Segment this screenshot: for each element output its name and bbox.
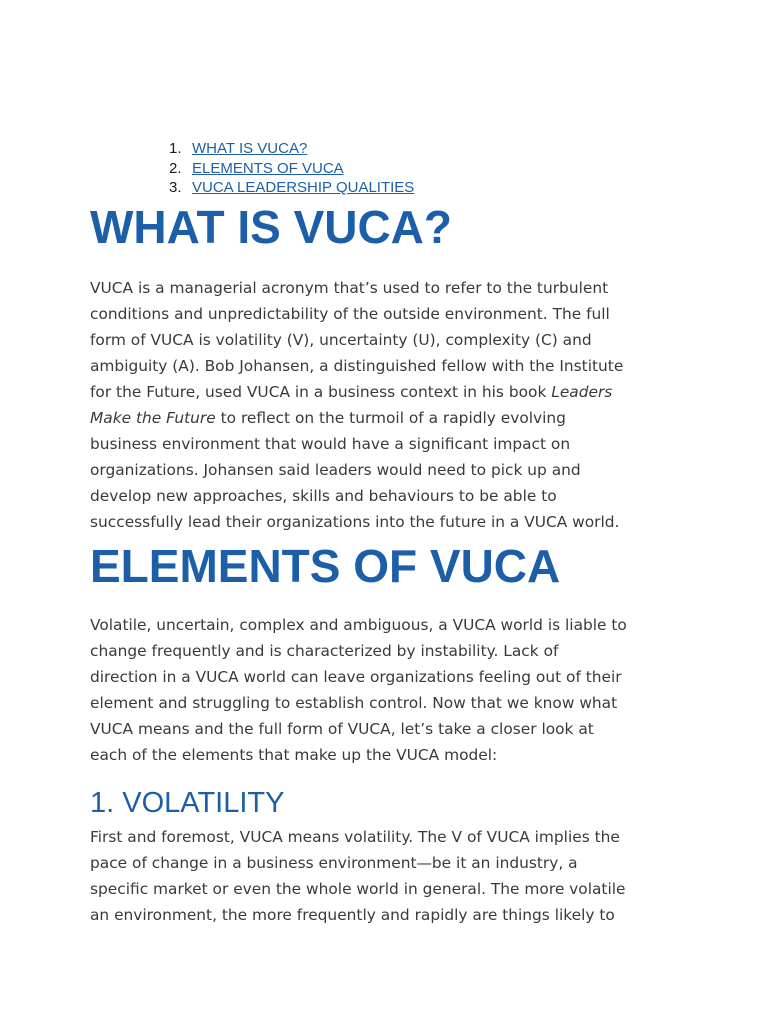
text-line: organizations. Johansen said leaders would need to pick up and <box>90 461 581 479</box>
text-line: develop new approaches, skills and behaviours to be able to <box>90 487 557 505</box>
text-line: First and foremost, VUCA means volatility. The V of VUCA implies the <box>90 828 620 846</box>
text-line <box>90 405 690 431</box>
text-line: pace of change in a business environment—be it an industry, a <box>90 854 578 872</box>
paragraph-elements-of-vuca <box>90 612 690 768</box>
toc-item-number: 3. <box>169 179 182 196</box>
text-line: conditions and unpredictability of the outside environment. The full <box>90 305 610 323</box>
text-line: successfully lead their organizations into the future in a VUCA world. <box>90 513 620 531</box>
text-line: direction in a VUCA world can leave organizations feeling out of their <box>90 668 622 686</box>
text-line: VUCA means and the full form of VUCA, let’s take a closer look at <box>90 720 594 738</box>
heading-elements-of-vuca: ELEMENTS OF VUCA <box>90 540 561 592</box>
text-line: an environment, the more frequently and rapidly are things likely to <box>90 906 615 924</box>
text-line: business environment that would have a significant impact on <box>90 435 571 453</box>
toc-link-what-is-vuca[interactable]: WHAT IS VUCA? <box>192 140 308 157</box>
text-line: form of VUCA is volatility (V), uncertainty (U), complexity (C) and <box>90 331 592 349</box>
text-line: element and struggling to establish control. Now that we know what <box>90 694 618 712</box>
text-line: each of the elements that make up the VUCA model: <box>90 746 498 764</box>
text-line: VUCA is a managerial acronym that’s used to refer to the turbulent <box>90 279 609 297</box>
toc-item <box>169 178 414 198</box>
toc-item <box>169 139 414 159</box>
toc-item-number: 2. <box>169 159 182 177</box>
heading-what-is-vuca: WHAT IS VUCA? <box>90 201 453 253</box>
text-line: Volatile, uncertain, complex and ambiguous, a VUCA world is liable to <box>90 616 627 634</box>
table-of-contents <box>169 139 414 198</box>
text-line: ambiguity (A). Bob Johansen, a distinguished fellow with the Institute <box>90 357 624 375</box>
text-segment: to reflect on the turmoil of a rapidly evolving <box>215 409 566 427</box>
paragraph-what-is-vuca <box>90 275 690 535</box>
heading-volatility: 1. VOLATILITY <box>90 787 285 819</box>
book-title-part: Leaders <box>551 383 613 401</box>
toc-link-vuca-leadership-qualities[interactable]: VUCA LEADERSHIP QUALITIES <box>192 179 415 196</box>
book-title-part: Make the Future <box>90 409 216 427</box>
text-line <box>90 379 690 405</box>
toc-item-number: 1. <box>169 140 182 157</box>
text-line: specific market or even the whole world in general. The more volatile <box>90 880 626 898</box>
paragraph-volatility <box>90 824 690 928</box>
text-segment: for the Future, used VUCA in a business context in his book <box>90 383 552 401</box>
toc-item <box>169 159 414 179</box>
toc-link-elements-of-vuca[interactable]: ELEMENTS OF VUCA <box>192 159 344 177</box>
text-line: change frequently and is characterized by instability. Lack of <box>90 642 559 660</box>
